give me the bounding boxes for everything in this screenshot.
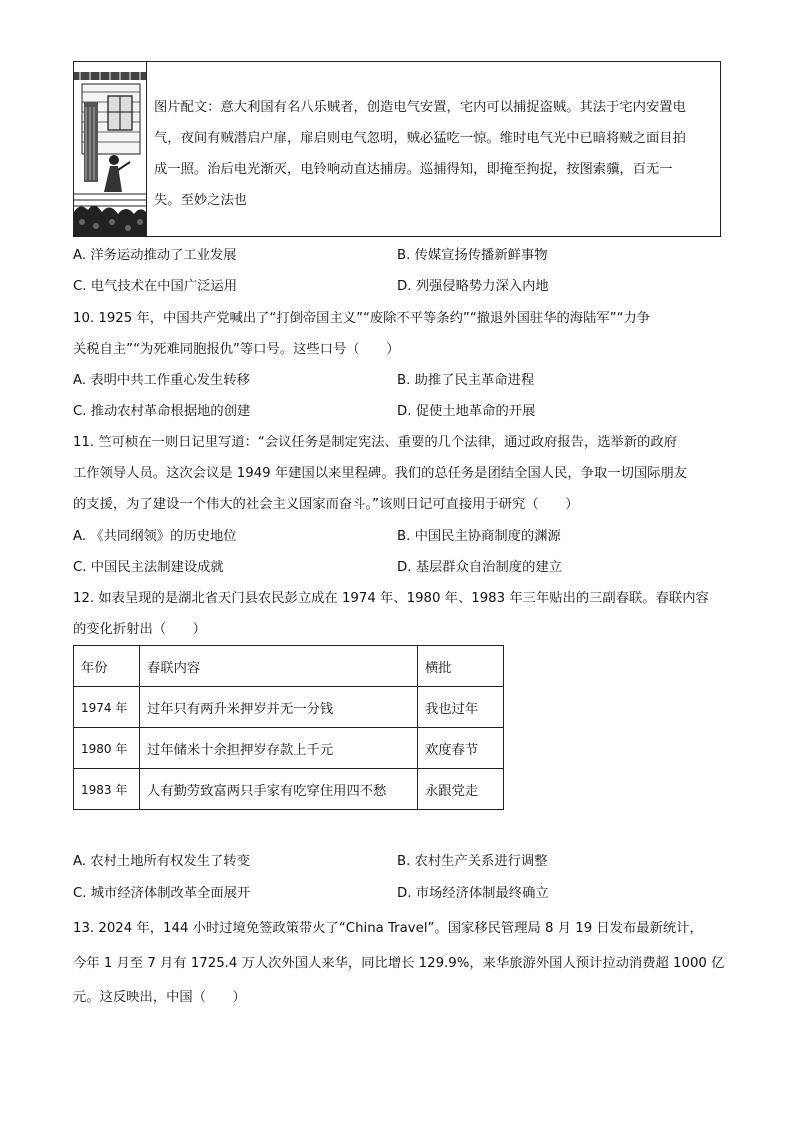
q13-stem-line2: 今年 1 月至 7 月有 1725.4 万人次外国人来华，同比增长 129.9%，来华旅游外国人预计拉动消费超 1000 亿 <box>73 956 725 971</box>
q13-stem-line1: 13. 2024 年，144 小时过境免签政策带火了“China Travel”。国家移民管理局 8 月 19 日发布最新统计， <box>73 921 703 936</box>
q10-option-d: D. 促使土地革命的开展 <box>397 404 536 419</box>
q11-option-d: D. 基层群众自治制度的建立 <box>397 560 562 575</box>
engraving-illustration <box>74 62 147 236</box>
q12-option-a: A. 农村土地所有权发生了转变 <box>73 854 250 869</box>
cell-year: 1983 年 <box>74 769 140 810</box>
q11-stem-line2: 工作领导人员。这次会议是 1949 年建国以来里程碑。我们的总任务是团结全国人民，争取一切国际朋友 <box>73 466 688 481</box>
q9-option-b: B. 传媒宣扬传播新鲜事物 <box>397 248 548 263</box>
q9-option-a: A. 洋务运动推动了工业发展 <box>73 248 237 263</box>
caption-line: 气，夜间有贼潜启户扉，扉启则电气忽明，贼必猛吃一惊。维时电气光中已暗将贼之面目拍 <box>154 131 686 146</box>
table-row <box>74 687 504 728</box>
q10-stem-line1: 10. 1925 年，中国共产党喊出了“打倒帝国主义”“废除不平等条约”“撤退外国驻华的海陆军”“力争 <box>73 311 651 326</box>
couplet-table <box>73 645 504 810</box>
q10-option-a: A. 表明中共工作重心发生转移 <box>73 373 250 388</box>
cell-year: 1980 年 <box>74 728 140 769</box>
q12-option-b: B. 农村生产关系进行调整 <box>397 854 548 869</box>
header-horizontal-scroll: 横批 <box>418 646 504 687</box>
q11-option-a: A. 《共同纲领》的历史地位 <box>73 529 237 544</box>
cell-horizontal-scroll: 欢度春节 <box>418 728 504 769</box>
q9-option-d: D. 列强侵略势力深入内地 <box>397 279 549 294</box>
table-header-row <box>74 646 504 687</box>
q12-stem-line1: 12. 如表呈现的是湖北省天门县农民彭立成在 1974 年、1980 年、1983 年三年贴出的三副春联。春联内容 <box>73 591 709 606</box>
caption-text <box>154 92 714 216</box>
image-caption-box <box>73 61 721 237</box>
q11-stem-line3: 的支援，为了建设一个伟大的社会主义国家而奋斗。”该则日记可直接用于研究（ ） <box>73 497 579 512</box>
q12-option-d: D. 市场经济体制最终确立 <box>397 886 549 901</box>
cell-horizontal-scroll: 永跟党走 <box>418 769 504 810</box>
cell-content: 过年只有两升米押岁并无一分钱 <box>140 687 418 728</box>
header-year: 年份 <box>74 646 140 687</box>
q13-stem-line3: 元。这反映出，中国（ ） <box>73 990 246 1005</box>
q12-stem-line2: 的变化折射出（ ） <box>73 622 206 637</box>
q12-option-c: C. 城市经济体制改革全面展开 <box>73 886 251 901</box>
caption-line: 图片配文：意大利国有名八乐贼者，创造电气安置，宅内可以捕捉盗贼。其法于宅内安置电 <box>154 100 686 115</box>
cell-content: 人有勤劳致富两只手家有吃穿住用四不愁 <box>140 769 418 810</box>
cell-year: 1974 年 <box>74 687 140 728</box>
q9-option-c: C. 电气技术在中国广泛运用 <box>73 279 238 294</box>
table-row <box>74 769 504 810</box>
table-row <box>74 728 504 769</box>
q10-option-c: C. 推动农村革命根据地的创建 <box>73 404 251 419</box>
caption-line: 失。至妙之法也 <box>154 193 248 208</box>
q10-option-b: B. 助推了民主革命进程 <box>397 373 535 388</box>
cell-horizontal-scroll: 我也过年 <box>418 687 504 728</box>
q11-option-c: C. 中国民主法制建设成就 <box>73 560 224 575</box>
cell-content: 过年储米十余担押岁存款上千元 <box>140 728 418 769</box>
caption-line: 成一照。治后电光渐灭，电铃响动直达捕房。巡捕得知，即掩至拘捉，按图索骥，百无一 <box>154 162 673 177</box>
q11-stem-line1: 11. 竺可桢在一则日记里写道：“会议任务是制定宪法、重要的几个法律，通过政府报告，选举新的政府 <box>73 435 678 450</box>
header-content: 春联内容 <box>140 646 418 687</box>
q11-option-b: B. 中国民主协商制度的渊源 <box>397 529 561 544</box>
q10-stem-line2: 关税自主”“为死难同胞报仇”等口号。这些口号（ ） <box>73 342 400 357</box>
